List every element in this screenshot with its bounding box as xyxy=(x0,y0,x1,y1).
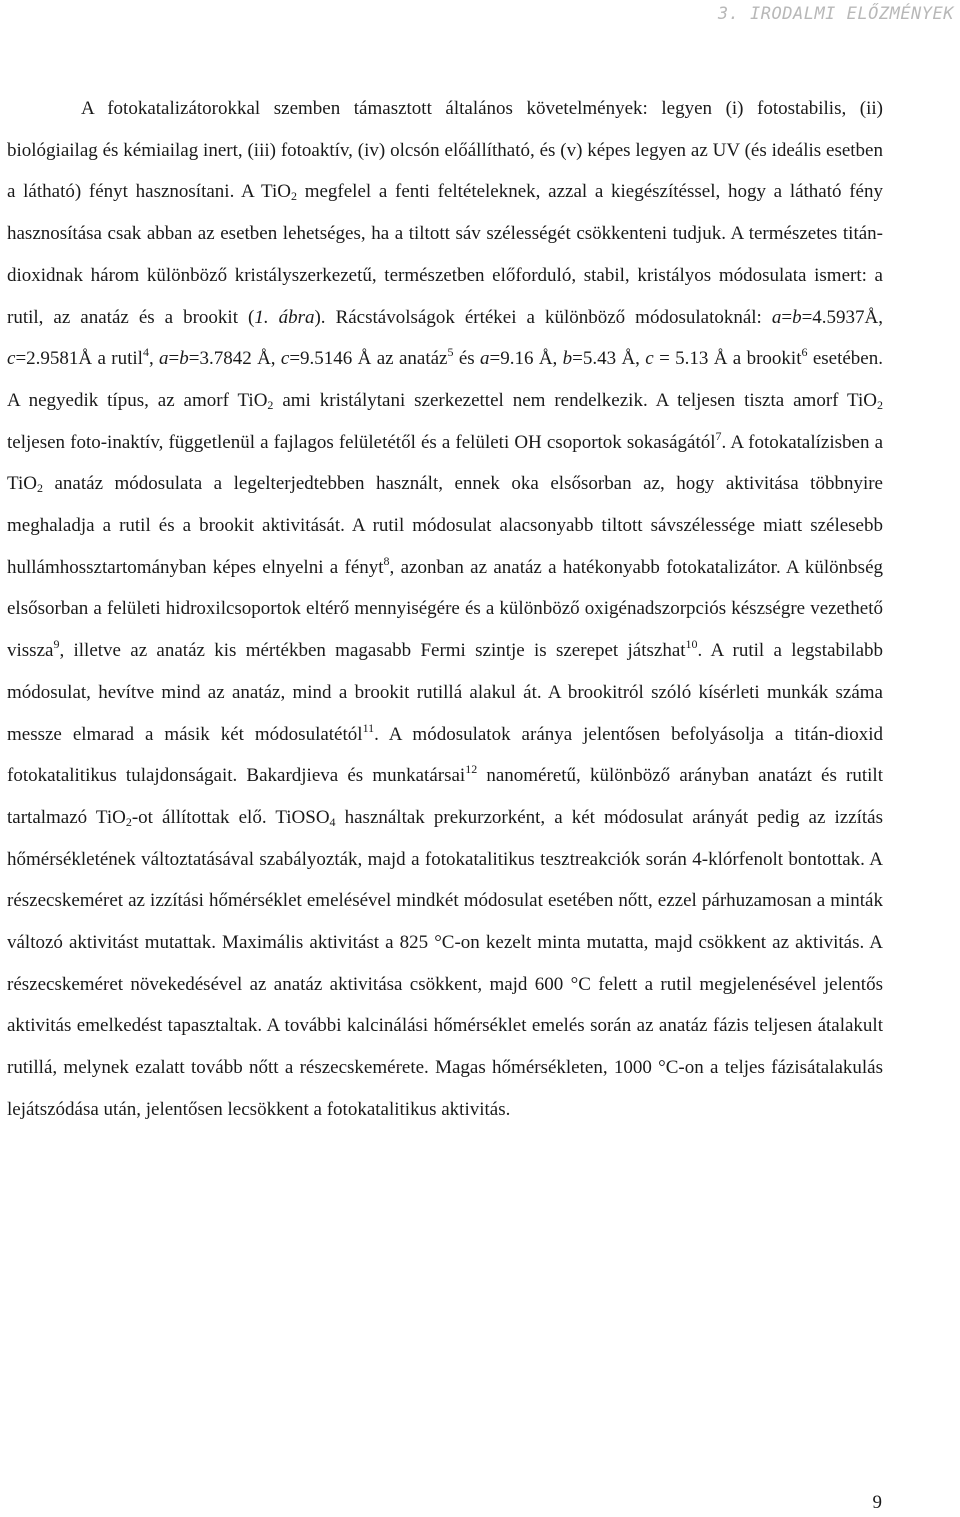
text-run: = xyxy=(168,348,180,370)
variable: b xyxy=(179,348,189,370)
text-run: , azonban az anatáz a hatékonyabb fotokatalizátor. A különbség elsősorban a felületi hidroxilcsoportok eltérő mennyiségére és a különböző oxigénadszorpciós készségre vezethető vissza xyxy=(7,556,883,662)
subscript: 2 xyxy=(125,814,132,829)
citation: 11 xyxy=(362,720,375,735)
text-run: ). Rácstávolságok értékei a különböző módosulatoknál: xyxy=(314,306,772,328)
text-run: =2.9581Å a rutil xyxy=(15,348,143,370)
variable: a xyxy=(159,348,169,370)
text-run: , illetve az anatáz kis mértékben magasabb Fermi szintje is szerepet játszhat xyxy=(59,640,686,662)
text-run: , xyxy=(148,348,160,370)
citation: 6 xyxy=(801,345,808,360)
variable: a xyxy=(771,306,782,328)
variable: c xyxy=(645,348,654,370)
paragraph xyxy=(7,88,883,1131)
body-text xyxy=(7,88,883,1131)
citation: 8 xyxy=(383,553,390,568)
text-run: . A rutil a legstabilabb módosulat, hevítve mind az anatáz, mind a brookit rutillá alakul át. A brookitról szóló kísérleti munkák száma messze elmarad a másik két módosulatétól xyxy=(7,640,884,745)
text-run: = 5.13 Å a brookit xyxy=(653,348,802,370)
text-run: nanoméretű, különböző arányban anatázt és rutilt tartalmazó TiO xyxy=(7,765,883,828)
text-run: esetében. A negyedik típus, az amorf TiO xyxy=(7,348,883,411)
variable: b xyxy=(792,306,802,328)
text-run: -ot állítottak elő. TiOSO xyxy=(131,806,330,828)
variable: a xyxy=(480,348,490,370)
citation: 4 xyxy=(142,345,149,360)
subscript: 2 xyxy=(267,397,274,412)
text-run: A fotokatalizátorokkal szemben támasztott általános követelmények: legyen (i) fotostabilis, (ii) biológiailag és kémiailag inert, (iii) fotoaktív, (iv) olcsón előállítható, és (v) képes legyen az UV (és ideális esetben a látható) fényt hasznosítani. A TiO xyxy=(7,98,883,203)
variable: c xyxy=(7,348,16,370)
citation: 10 xyxy=(685,637,698,652)
text-run: és xyxy=(453,348,480,370)
text-run: megfelel a fenti feltételeknek, azzal a kiegészítéssel, hogy a látható fény hasznosítása csak abban az esetben lehetséges, ha a tiltott sáv szélességét csökkenteni tudjuk. A természetes titán-dioxidnak három különböző kristályszerkezetű, természetben előforduló, stabil, kristályos módosulata ismert: a rutil, az anatáz és a brookit ( xyxy=(7,181,883,328)
text-run: . A fotokatalízisben a TiO xyxy=(7,431,883,495)
variable: c xyxy=(280,348,290,370)
citation: 9 xyxy=(53,637,60,652)
variable: b xyxy=(562,348,573,370)
figure-reference: 1. ábra xyxy=(254,306,315,328)
text-run: =4.5937Å, xyxy=(801,306,884,328)
subscript: 4 xyxy=(329,814,336,829)
text-run: = xyxy=(781,306,793,328)
text-run: anatáz módosulata a legelterjedtebben használt, ennek oka elsősorban az, hogy aktivitása többnyire meghaladja a rutil és a brookit aktivitását. A rutil módosulat alacsonyabb tiltott sávszélessége miatt szélesebb hullámhossztartományban képes elnyelni a fényt xyxy=(7,473,883,578)
text-run: teljesen foto-inaktív, függetlenül a fajlagos felületétől és a felületi OH csoportok sokaságától xyxy=(7,431,716,453)
subscript: 2 xyxy=(36,481,43,496)
subscript: 2 xyxy=(290,189,297,204)
page-number: 9 xyxy=(872,1492,882,1513)
text-run: =9.16 Å, xyxy=(489,348,563,370)
running-header: 3. IRODALMI ELŐZMÉNYEK xyxy=(717,4,954,24)
citation: 7 xyxy=(715,428,722,443)
subscript: 2 xyxy=(877,397,883,412)
text-run: =3.7842 Å, xyxy=(188,348,281,370)
text-run: =9.5146 Å az anatáz xyxy=(289,348,448,370)
text-run: =5.43 Å, xyxy=(572,348,646,370)
citation: 5 xyxy=(447,345,454,360)
citation: 12 xyxy=(465,762,478,777)
text-run: ami kristálytani szerkezettel nem rendelkezik. A teljesen tiszta amorf TiO xyxy=(273,389,877,411)
text-run: használtak prekurzorként, a két módosulat arányát pedig az izzítás hőmérsékletének változtatásával szabályozták, majd a fotokatalitikus tesztreakciók során 4-klórfenolt bontottak. A részecskeméret az izzítási hőmérséklet emelésével mindkét módosulat esetében nőtt, ezzel párhuzamosan a minták változó aktivitást mutattak. Maximális aktivitást a 825 °C-on kezelt minta mutatta, majd csökkent az aktivitás. A részecskeméret növekedésével az anatáz aktivitása csökkent, majd 600 °C felett a rutil megjelenésével jelentős aktivitás emelkedést tapasztaltak. A további kalcinálási hőmérséklet emelés során az anatáz fázis teljesen átalakult rutillá, melynek ezalatt tovább nőtt a részecskemérete. Magas hőmérsékleten, 1000 °C-on a teljes fázisátalakulás lejátszódása után, jelentősen lecsökkent a fotokatalitikus aktivitás. xyxy=(7,806,883,1120)
text-run: . A módosulatok aránya jelentősen befolyásolja a titán-dioxid fotokatalitikus tulajdonságait. Bakardjieva és munkatársai xyxy=(7,723,884,787)
